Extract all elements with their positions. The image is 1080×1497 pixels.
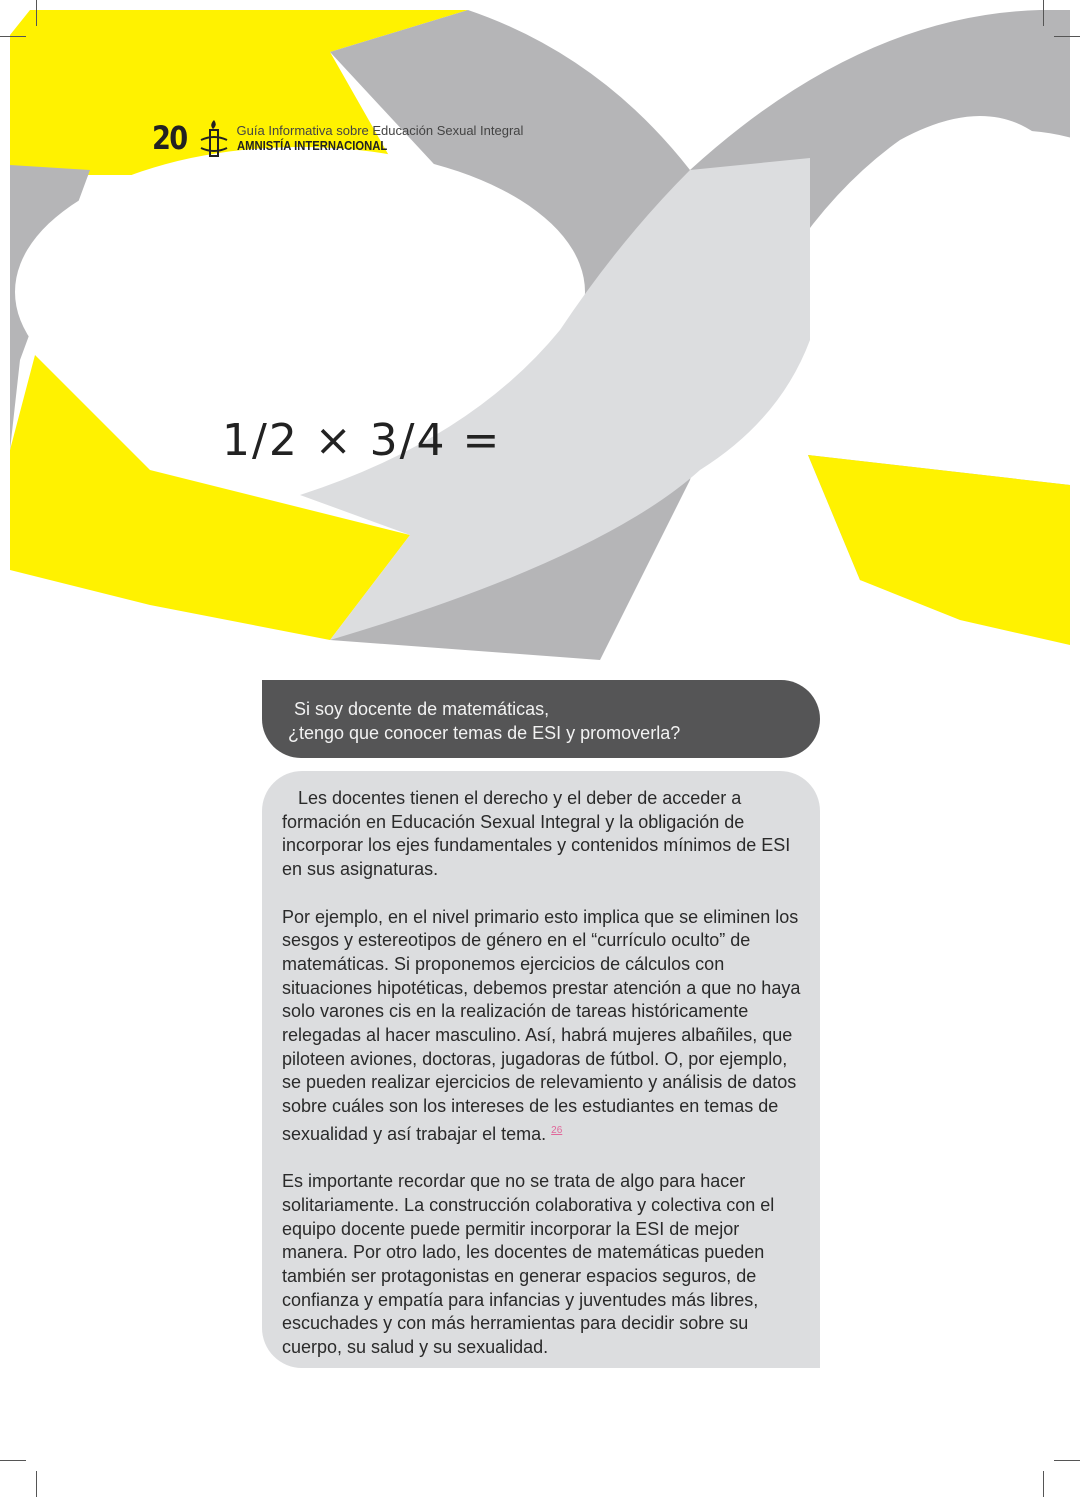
yellow-band-bottom-right — [808, 455, 1070, 645]
candle-barbed-wire-icon — [197, 118, 231, 158]
crop-mark — [1043, 0, 1044, 26]
question-line-2: ¿tengo que conocer temas de ESI y promoverla? — [288, 723, 681, 743]
crop-mark — [1054, 1460, 1080, 1461]
crop-mark — [36, 0, 37, 26]
crop-mark — [36, 1471, 37, 1497]
crop-mark — [0, 36, 26, 37]
crop-mark — [0, 1460, 26, 1461]
answer-paragraph-1: Les docentes tienen el derecho y el deber de acceder a formación en Educación Sexual Integral y la obligación de incorporar los ejes fundamentales y contenidos mínimos de ESI en sus asignaturas. — [282, 788, 791, 880]
organization-name: AMNISTÍA INTERNACIONAL — [236, 138, 387, 153]
question-line-1: Si soy docente de matemáticas, — [294, 699, 550, 719]
answer-paragraph-2-text: Por ejemplo, en el nivel primario esto implica que se eliminen los sesgos y estereotipos de género en el “currículo oculto” de matemáticas. Si proponemos ejercicios de cálculos con situaciones hipotéticas, debemos prestar atención a que no haya solo varones cis en la realización de tareas históricamente relegadas al hacer masculino. Así, habrá mujeres albañiles, que piloteen aviones, doctoras, jugadoras de fútbol. O, por ejemplo, se pueden realizar ejercicios de relevamiento y análisis de datos sobre cuáles son los intereses de les estudiantes en temas de sexualidad y así trabajar el tema. — [282, 906, 801, 1144]
page-header — [152, 118, 523, 158]
guide-title: Guía Informativa sobre Educación Sexual Integral — [236, 122, 524, 138]
question-box — [262, 680, 820, 758]
answer-box — [262, 771, 820, 1368]
answer-paragraph-2 — [282, 906, 802, 1147]
page-number: 20 — [152, 119, 187, 157]
handwritten-equation: 1/2 × 3/4 = — [222, 415, 502, 466]
footnote-link[interactable]: 26 — [551, 1124, 563, 1136]
answer-paragraph-3: Es importante recordar que no se trata de algo para hacer solitariamente. La construcción colaborativa y colectiva con el equipo docente puede permitir incorporar la ESI de mejor manera. Por otro lado, les docentes de matemáticas pueden también ser protagonistas en generar espacios seguros, de confianza y empatía para infancias y juventudes más libres, escuchades y con más herramientas para decidir sobre su cuerpo, su salud y su sexualidad. — [282, 1171, 775, 1358]
crop-mark — [1043, 1471, 1044, 1497]
crop-mark — [1054, 36, 1080, 37]
